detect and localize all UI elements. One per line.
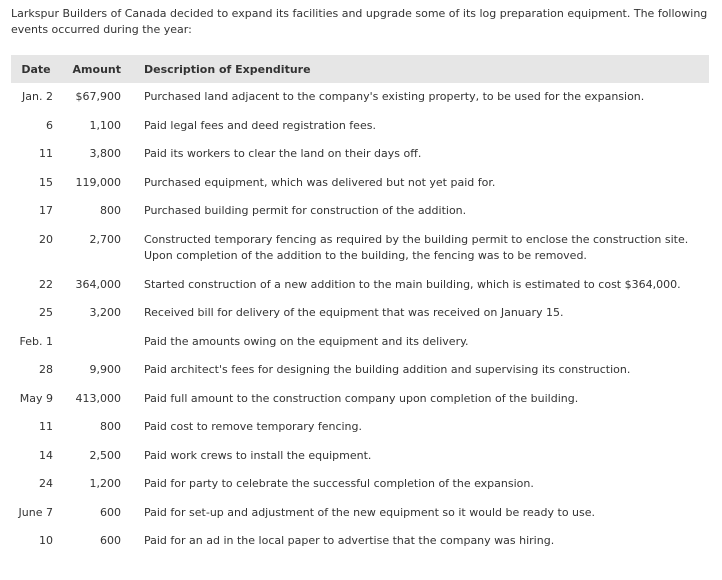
row-amount: 600: [100, 534, 121, 547]
row-description: Paid work crews to install the equipment.: [144, 448, 372, 462]
row-date: 6: [46, 118, 53, 132]
table-header: [11, 55, 709, 83]
row-date: Jan. 2: [22, 90, 53, 103]
row-description: Paid architect's fees for designing the building addition and supervising its construction.: [144, 363, 631, 376]
row-amount: 119,000: [75, 175, 121, 189]
table-row: [11, 413, 709, 442]
row-amount: $67,900: [75, 90, 121, 103]
row-amount: 2,500: [89, 448, 121, 462]
table-row: [11, 140, 709, 169]
row-date: May 9: [19, 391, 53, 405]
table-row: [11, 112, 709, 141]
row-date: 24: [39, 477, 53, 490]
row-date: 22: [39, 277, 53, 291]
table-row: [11, 169, 709, 198]
table-row: [11, 470, 709, 499]
row-date: 14: [39, 448, 53, 462]
table-row: [11, 499, 709, 528]
row-date: Feb. 1: [19, 334, 53, 348]
row-description: Paid for an ad in the local paper to advertise that the company was hiring.: [144, 534, 555, 547]
table-row: [11, 356, 709, 385]
row-date: June 7: [18, 505, 53, 519]
table-row: [11, 83, 709, 112]
table-row: [11, 527, 709, 556]
header-amount: Amount: [72, 62, 121, 76]
row-description: Paid legal fees and deed registration fees.: [144, 118, 376, 132]
row-description: Paid full amount to the construction company upon completion of the building.: [144, 391, 579, 405]
header-description: Description of Expenditure: [144, 62, 311, 76]
row-description: Received bill for delivery of the equipment that was received on January 15.: [144, 306, 564, 319]
row-date: 11: [39, 420, 53, 433]
row-amount: 3,800: [89, 147, 121, 160]
row-date: 28: [39, 363, 53, 376]
row-date: 11: [39, 147, 53, 160]
row-amount: 3,200: [89, 306, 121, 319]
row-date: 20: [39, 232, 53, 246]
row-amount: 364,000: [75, 277, 121, 291]
row-amount: 800: [100, 420, 121, 433]
row-description: Paid for party to celebrate the successful completion of the expansion.: [144, 477, 534, 490]
table-row: [11, 299, 709, 328]
row-description: Purchased building permit for construction of the addition.: [144, 204, 467, 217]
row-amount: 600: [100, 505, 121, 519]
header-date: Date: [21, 62, 51, 76]
expenditure-table: [11, 55, 709, 556]
table-row: [11, 271, 709, 300]
row-amount: 800: [100, 204, 121, 217]
row-description: Paid the amounts owing on the equipment and its delivery.: [144, 334, 469, 348]
table-row: [11, 385, 709, 414]
row-amount: [53, 328, 121, 334]
row-amount: 413,000: [75, 391, 121, 405]
row-date: 25: [39, 306, 53, 319]
row-description: Purchased land adjacent to the company's existing property, to be used for the expansion.: [144, 90, 645, 103]
table-row: [11, 197, 709, 226]
row-date: 15: [39, 175, 53, 189]
row-amount: 1,100: [89, 118, 121, 132]
intro-text: Larkspur Builders of Canada decided to expand its facilities and upgrade some of its log preparation equipment. The following events occurred during the year:: [11, 7, 708, 36]
row-description: Purchased equipment, which was delivered but not yet paid for.: [144, 175, 496, 189]
row-date: 10: [39, 534, 53, 547]
row-description: Started construction of a new addition to the main building, which is estimated to cost $364,000.: [144, 277, 681, 291]
row-description: Constructed temporary fencing as required by the building permit to enclose the construction site. Upon completion of the addition to the building, the fencing was to be removed.: [144, 232, 689, 262]
row-description: Paid for set-up and adjustment of the new equipment so it would be ready to use.: [144, 505, 596, 519]
row-amount: 1,200: [89, 477, 121, 490]
row-amount: 2,700: [89, 232, 121, 246]
row-description: Paid its workers to clear the land on their days off.: [144, 147, 422, 160]
table-row: [11, 226, 709, 271]
table-row: [11, 328, 709, 357]
row-amount: 9,900: [89, 363, 121, 376]
row-date: 17: [39, 204, 53, 217]
row-description: Paid cost to remove temporary fencing.: [144, 420, 363, 433]
table-row: [11, 442, 709, 471]
